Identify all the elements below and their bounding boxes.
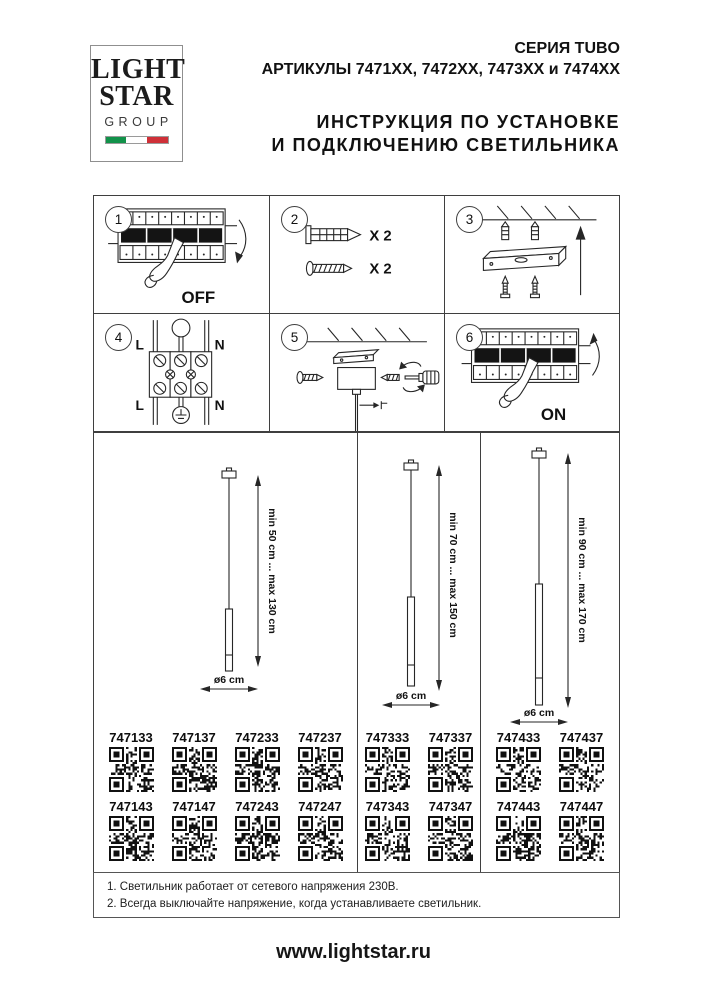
article-number: 747337 (428, 730, 473, 745)
step-2-number: 2 (281, 206, 308, 233)
step-6-cell (445, 314, 619, 431)
article-cell (171, 730, 218, 792)
pendant-lamp-drawing-long (481, 433, 619, 728)
height-range-label: min 50 cm ... max 130 cm (266, 508, 278, 634)
height-range-label: min 90 cm ... max 170 cm (576, 517, 588, 643)
article-number: 747343 (365, 799, 410, 814)
lamp-variants-section (93, 432, 620, 873)
series-title: СЕРИЯ TUBO (514, 40, 620, 57)
article-cell (558, 799, 605, 861)
installation-steps-grid (93, 195, 620, 432)
article-cell (171, 799, 218, 861)
qr-row (94, 730, 357, 792)
qr-code (235, 747, 280, 792)
qr-code (428, 747, 473, 792)
qr-row (481, 730, 619, 792)
qr-code (365, 747, 410, 792)
step-6-number: 6 (456, 324, 483, 351)
article-number: 747237 (298, 730, 342, 745)
article-cell (234, 799, 281, 861)
qr-code-grid (94, 730, 357, 868)
step-4-cell (94, 314, 270, 431)
article-cell (427, 799, 474, 861)
article-number: 747433 (496, 730, 541, 745)
qr-row (358, 799, 480, 861)
article-number: 747137 (172, 730, 216, 745)
step-3-number: 3 (456, 206, 483, 233)
step-5-cell (270, 314, 445, 431)
step-5-number: 5 (281, 324, 308, 351)
screw-qty-label: X 2 (369, 261, 392, 278)
qr-code (109, 747, 154, 792)
wire-n-bottom-label: N (214, 397, 225, 414)
qr-code (235, 816, 280, 861)
article-cell (108, 799, 155, 861)
step-2-cell (270, 196, 445, 314)
wire-l-bottom-label: L (135, 397, 144, 414)
qr-code (172, 816, 217, 861)
article-number: 747147 (172, 799, 216, 814)
qr-code (365, 816, 410, 861)
pendant-lamp-drawing-medium (358, 433, 481, 728)
lamp-column-7471xx-7472xx (94, 433, 358, 872)
dowel-qty-label: X 2 (369, 228, 392, 245)
height-range-label: min 70 cm ... max 150 cm (447, 512, 459, 638)
logo-word-star: STAR (99, 80, 174, 112)
header-titles (262, 40, 620, 157)
article-number: 747333 (365, 730, 410, 745)
article-number: 747347 (428, 799, 473, 814)
article-number: 747233 (235, 730, 279, 745)
article-cell (108, 730, 155, 792)
website-url: www.lightstar.ru (276, 941, 431, 963)
safety-notes (93, 872, 620, 918)
note-2: 2. Всегда выключайте напряжение, когда устанавливаете светильник. (107, 898, 482, 911)
article-cell (495, 730, 542, 792)
article-cell (297, 730, 344, 792)
article-cell (297, 799, 344, 861)
instruction-title-line1: ИНСТРУКЦИЯ ПО УСТАНОВКЕ (316, 112, 620, 132)
lamp-column-7473xx (358, 433, 481, 872)
qr-code (496, 816, 541, 861)
article-number: 747443 (496, 799, 541, 814)
step-3-cell (445, 196, 619, 314)
flag-white-segment (126, 137, 147, 143)
lamp-column-7474xx (481, 433, 619, 872)
step-1-number: 1 (105, 206, 132, 233)
lightstar-logo (90, 45, 186, 162)
step-1-cell (94, 196, 270, 314)
article-number: 747243 (235, 799, 279, 814)
article-cell (495, 799, 542, 861)
diameter-label: ø6 cm (213, 674, 245, 686)
qr-code (298, 816, 343, 861)
qr-row (481, 799, 619, 861)
qr-row (94, 799, 357, 861)
article-cell (558, 730, 605, 792)
qr-code (172, 747, 217, 792)
instruction-title (262, 111, 620, 157)
article-number: 747247 (298, 799, 342, 814)
article-number: 747437 (559, 730, 604, 745)
article-number: 747447 (559, 799, 604, 814)
note-1: 1. Светильник работает от сетевого напряжения 230В. (107, 881, 399, 893)
italian-flag-icon (105, 136, 169, 144)
wire-l-top-label: L (135, 336, 144, 353)
logo-word-light: LIGHT (91, 54, 186, 85)
article-number: 747143 (109, 799, 153, 814)
flag-green-segment (106, 137, 127, 143)
diameter-label: ø6 cm (395, 690, 427, 702)
qr-row (358, 730, 480, 792)
qr-code (298, 747, 343, 792)
logo-word-group: GROUP (104, 115, 173, 130)
instruction-title-line2: И ПОДКЛЮЧЕНИЮ СВЕТИЛЬНИКА (271, 135, 620, 156)
wire-n-top-label: N (214, 336, 225, 353)
qr-code (109, 816, 154, 861)
qr-code (559, 747, 604, 792)
article-cell (234, 730, 281, 792)
qr-code-grid (481, 730, 619, 868)
on-label: ON (540, 405, 567, 425)
step-4-number: 4 (105, 324, 132, 351)
qr-code-grid (358, 730, 480, 868)
qr-code (496, 747, 541, 792)
article-cell (364, 730, 411, 792)
article-number: 747133 (109, 730, 153, 745)
articles-line: АРТИКУЛЫ 7471XX, 7472XX, 7473XX и 7474XX (261, 61, 620, 78)
qr-code (559, 816, 604, 861)
qr-code (428, 816, 473, 861)
diameter-label: ø6 cm (523, 707, 555, 719)
flag-red-segment (147, 137, 168, 143)
pendant-lamp-drawing-short (94, 433, 358, 728)
off-label: OFF (181, 288, 216, 308)
article-cell (364, 799, 411, 861)
article-cell (427, 730, 474, 792)
